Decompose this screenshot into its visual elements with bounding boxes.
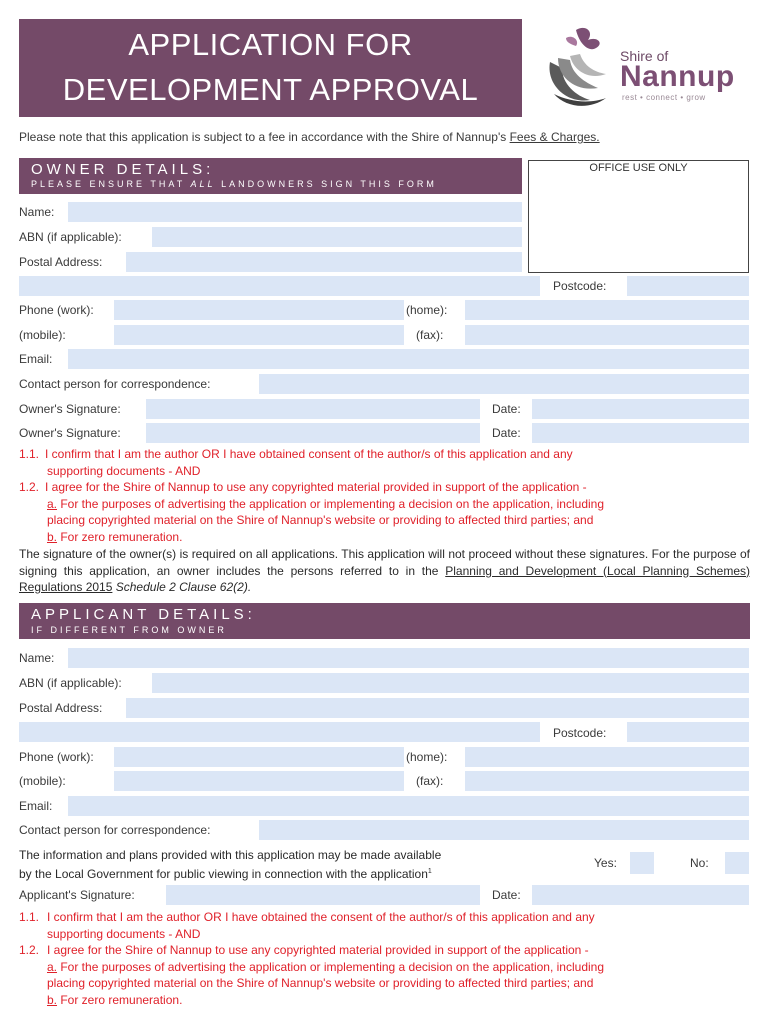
consent-number: 1.1.	[19, 910, 40, 924]
owner-name-label: Name:	[19, 205, 55, 219]
consent-item-2a-cont: placing copyrighted material on the Shire of Nannup's website or providing to affected third parties; and	[47, 976, 594, 990]
office-use-label: OFFICE USE ONLY	[589, 162, 688, 174]
owner-email-label: Email:	[19, 352, 53, 366]
applicant-postal-input-line2[interactable]	[19, 722, 540, 742]
owner-signature-input-1[interactable]	[146, 399, 480, 419]
owner-postal-input-line2[interactable]	[19, 276, 540, 296]
owner-signature-input-2[interactable]	[146, 423, 480, 443]
owner-email-input[interactable]	[68, 349, 749, 369]
logo-nannup: Nannup	[620, 60, 735, 93]
owner-mobile-label: (mobile):	[19, 328, 66, 342]
owner-signature-label-2: Owner's Signature:	[19, 426, 121, 440]
applicant-phone-work-input[interactable]	[114, 747, 404, 767]
applicant-details-header	[19, 603, 750, 639]
owner-date-label-2: Date:	[492, 426, 521, 440]
public-viewing-text: The information and plans provided with this application may be made available by the Local Government for public viewing in connection with the application$^1$	[19, 848, 442, 881]
owner-abn-input[interactable]	[152, 227, 522, 247]
applicant-date-label: Date:	[492, 888, 521, 902]
consent-item-1: I confirm that I am the author OR I have obtained consent of the author/s of this application and any	[45, 447, 573, 461]
owner-name-input[interactable]	[68, 202, 522, 222]
logo-shire-of: Shire of	[620, 48, 669, 64]
applicant-fax-input[interactable]	[465, 771, 749, 791]
shire-logo	[536, 22, 750, 114]
owner-postcode-input[interactable]	[627, 276, 749, 296]
owner-details-header	[19, 158, 522, 194]
applicant-name-input[interactable]	[68, 648, 749, 668]
applicant-home-input[interactable]	[465, 747, 749, 767]
fee-notice-text: Please note that this application is subject to a fee in accordance with the Shire of Nannup's	[19, 130, 510, 144]
public-yes-label: Yes:	[594, 856, 617, 870]
applicant-postal-input[interactable]	[126, 698, 749, 718]
owner-date-input-1[interactable]	[532, 399, 749, 419]
owner-phone-work-input[interactable]	[114, 300, 404, 320]
office-use-box	[528, 160, 749, 273]
owner-consent-list	[19, 446, 750, 546]
consent-item-1-cont: supporting documents - AND	[47, 926, 201, 941]
consent-number: 1.2.	[19, 943, 40, 957]
owner-contact-label: Contact person for correspondence:	[19, 377, 211, 391]
fees-charges-link[interactable]: Fees & Charges.	[509, 130, 600, 144]
applicant-postal-label: Postal Address:	[19, 701, 103, 715]
consent-item-2a: a. For the purposes of advertising the application or implementing a decision on the application, including	[47, 959, 605, 974]
title-banner	[19, 19, 522, 117]
public-no-checkbox[interactable]	[725, 852, 749, 874]
title-line-1: APPLICATION FOR	[128, 27, 413, 62]
fee-notice	[19, 130, 600, 144]
regulations-link[interactable]: Planning and Development (Local Planning Schemes) Regulations 2015	[19, 563, 750, 594]
consent-item-2b: b. For zero remuneration.	[47, 529, 183, 544]
consent-item-2a-cont: placing copyrighted material on the Shire of Nannup's website or providing to affected third parties; and	[47, 513, 594, 527]
consent-number: 1.2.	[19, 480, 40, 494]
owner-phone-work-label: Phone (work):	[19, 303, 94, 317]
applicant-mobile-input[interactable]	[114, 771, 404, 791]
applicant-abn-input[interactable]	[152, 673, 749, 693]
consent-item-2: I agree for the Shire of Nannup to use any copyrighted material provided in support of the application -	[47, 943, 589, 957]
owner-date-label-1: Date:	[492, 402, 521, 416]
owner-details-heading: OWNER DETAILS:	[31, 161, 215, 178]
applicant-contact-label: Contact person for correspondence:	[19, 823, 211, 837]
applicant-signature-input[interactable]	[166, 885, 480, 905]
owner-postcode-label: Postcode:	[553, 279, 607, 293]
logo-tagline: rest • connect • grow	[622, 93, 706, 102]
applicant-consent-list	[19, 909, 750, 1009]
owner-signature-note: The signature of the owner(s) is required on all applications. This application will not proceed without these signatures. For the purpose of signing this application, an owner includes the persons referred to in the Planning and Development (Local Planning Schemes) Regulations 2015 Schedule 2 Clause 62(2).	[19, 547, 750, 594]
applicant-mobile-label: (mobile):	[19, 774, 66, 788]
consent-item-1: I confirm that I am the author OR I have obtained the consent of the author/s of this application and any	[47, 910, 595, 924]
applicant-details-heading: APPLICANT DETAILS:	[31, 606, 256, 623]
applicant-home-label: (home):	[406, 750, 448, 764]
applicant-email-input[interactable]	[68, 796, 749, 816]
applicant-postcode-label: Postcode:	[553, 726, 607, 740]
owner-home-label: (home):	[406, 303, 448, 317]
applicant-details-subheading: IF DIFFERENT FROM OWNER	[31, 625, 227, 635]
owner-abn-label: ABN (if applicable):	[19, 230, 122, 244]
owner-fax-input[interactable]	[465, 325, 749, 345]
applicant-date-input[interactable]	[532, 885, 749, 905]
applicant-fax-label: (fax):	[416, 774, 444, 788]
applicant-abn-label: ABN (if applicable):	[19, 676, 122, 690]
public-yes-checkbox[interactable]	[630, 852, 654, 874]
swirl-logo-icon	[536, 22, 618, 112]
owner-home-input[interactable]	[465, 300, 749, 320]
applicant-email-label: Email:	[19, 799, 53, 813]
title-line-2: DEVELOPMENT APPROVAL	[62, 72, 479, 107]
consent-item-1-cont: supporting documents - AND	[47, 463, 201, 478]
owner-contact-input[interactable]	[259, 374, 749, 394]
consent-item-2b: b. For zero remuneration.	[47, 992, 183, 1007]
owner-details-subheading: PLEASE ENSURE THAT ALL LANDOWNERS SIGN THIS FORM	[31, 179, 437, 189]
applicant-signature-label: Applicant's Signature:	[19, 888, 135, 902]
consent-number: 1.1.	[19, 447, 40, 461]
owner-fax-label: (fax):	[416, 328, 444, 342]
public-no-label: No:	[690, 856, 709, 870]
consent-item-2a: a. For the purposes of advertising the application or implementing a decision on the application, including	[47, 496, 605, 511]
applicant-phone-work-label: Phone (work):	[19, 750, 94, 764]
applicant-postcode-input[interactable]	[627, 722, 749, 742]
owner-mobile-input[interactable]	[114, 325, 404, 345]
owner-postal-input[interactable]	[126, 252, 522, 272]
consent-item-2: I agree for the Shire of Nannup to use any copyrighted material provided in support of the application -	[45, 480, 587, 494]
owner-date-input-2[interactable]	[532, 423, 749, 443]
owner-postal-label: Postal Address:	[19, 255, 103, 269]
applicant-name-label: Name:	[19, 651, 55, 665]
owner-signature-label-1: Owner's Signature:	[19, 402, 121, 416]
applicant-contact-input[interactable]	[259, 820, 749, 840]
